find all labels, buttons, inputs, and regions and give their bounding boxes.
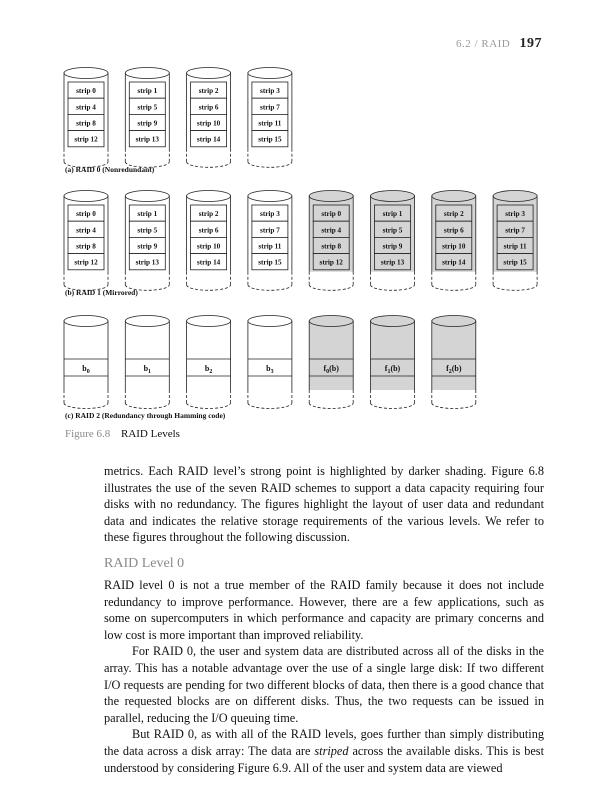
disk-label-subscript: 2 [448, 369, 452, 375]
disk-top [371, 316, 415, 327]
strip-label: strip 15 [503, 258, 527, 267]
disk-top [125, 316, 169, 327]
disk-body-fill [64, 321, 108, 390]
raid0-disk-3 [248, 68, 292, 168]
strip-label: strip 10 [442, 242, 466, 251]
disk-dash-bottom [371, 285, 415, 291]
strip-label: strip 15 [258, 258, 282, 267]
strip-label: strip 5 [137, 226, 158, 235]
raid1-disk-2 [187, 191, 231, 291]
strip-label: strip 1 [137, 210, 158, 219]
disk-dash-bottom [187, 403, 231, 409]
strip-label: strip 8 [321, 242, 342, 251]
disk-label-suffix: (b) [451, 364, 462, 373]
disk-dash-bottom [309, 285, 353, 291]
strip-label: strip 3 [260, 87, 280, 96]
disk-body-fill [371, 321, 415, 390]
strip-label: strip 3 [505, 210, 525, 219]
disk-top [309, 191, 353, 202]
raid2-check-disk-1 [371, 316, 415, 409]
raid1-disk-4 [309, 191, 353, 291]
disk-top [187, 68, 231, 79]
disk-dash-bottom [125, 403, 169, 409]
disk-body-fill [187, 321, 231, 390]
disk-dash-bottom [248, 285, 292, 291]
strip-label: strip 6 [443, 226, 464, 235]
strip-label: strip 2 [443, 210, 464, 219]
paragraph-4 [104, 726, 544, 776]
disk-top [493, 191, 537, 202]
body-paragraph-1 [104, 463, 544, 546]
strip-label: strip 13 [135, 258, 159, 267]
strip-label: strip 12 [319, 258, 343, 267]
strip-label: strip 12 [74, 258, 98, 267]
paragraph-4-start: But RAID 0, as with all of the RAID levels, goes further than simply distributing the data across a disk array: The data are [104, 727, 544, 758]
disk-label-base: b [143, 364, 149, 373]
disk-label-base: f [384, 364, 388, 373]
disk-dash-bottom [432, 285, 476, 291]
strip-label: strip 12 [74, 135, 98, 144]
paragraph-4-italic: striped [314, 743, 349, 758]
strip-label: strip 1 [382, 210, 403, 219]
strip-label: strip 11 [258, 119, 282, 128]
disk-label-base: b [82, 364, 87, 373]
disk-label-base: b [266, 364, 271, 373]
disk-dash-bottom [248, 162, 292, 168]
raid2-check-disk-0 [309, 316, 353, 409]
disk-top [432, 191, 476, 202]
page-number: 197 [519, 36, 542, 51]
paragraph-2: RAID level 0 is not a true member of the RAID family because it does not include redundancy to improve performance. However, there are a few applications, such as some on supercomputers in which performance and capacity are primary concerns and low cost is more important than improved reliability. [104, 578, 544, 642]
disk-label-subscript: 1 [148, 369, 152, 375]
strip-label: strip 11 [503, 242, 527, 251]
strip-label: strip 15 [258, 135, 282, 144]
strip-label: strip 4 [76, 226, 96, 235]
strip-label: strip 0 [321, 210, 342, 219]
strip-label: strip 7 [260, 103, 280, 112]
strip-label: strip 11 [258, 242, 282, 251]
disk-label-suffix: (b) [390, 364, 401, 373]
strip-label: strip 2 [198, 210, 219, 219]
strip-label: strip 7 [260, 226, 280, 235]
figure-caption [65, 428, 180, 440]
disk-label-subscript: 1 [387, 369, 391, 375]
disk-top [64, 316, 108, 327]
paragraph-1: metrics. Each RAID level’s strong point is highlighted by darker shading. Figure 6.8 illustrates the use of the seven RAID schemes to support a data capacity requiring four disks with no redundancy. The figures highlight the layout of user data and redundant data and indicates the relative storage requirements of the various levels. We refer to these figures throughout the following discussion. [104, 464, 544, 545]
strip-label: strip 6 [198, 103, 219, 112]
strip-label: strip 8 [76, 242, 96, 251]
strip-label: strip 14 [196, 258, 221, 267]
section-heading: RAID Level 0 [104, 556, 185, 571]
disk-top [187, 191, 231, 202]
raid0-disk-0 [64, 68, 108, 168]
disk-top [371, 191, 415, 202]
strip-label: strip 9 [137, 119, 158, 128]
disk-body-fill [309, 321, 353, 390]
strip-label: strip 8 [76, 119, 96, 128]
strip-label: strip 6 [198, 226, 219, 235]
raid1-caption: (b) RAID 1 (Mirrored) [65, 288, 138, 297]
strip-label: strip 14 [196, 135, 221, 144]
strip-label: strip 0 [76, 87, 96, 96]
disk-dash-bottom [493, 285, 537, 290]
paragraph-3: For RAID 0, the user and system data are distributed across all of the disks in the array. This has a notable advantage over the use of a single large disk: If two different I/O requests are pending for two different blocks of data, then there is a good chance that the requested blocks are on different disks. Thus, the two requests can be issued in parallel, reducing the I/O queuing time. [104, 644, 544, 725]
strip-label: strip 9 [137, 242, 158, 251]
disk-top [64, 191, 108, 202]
strip-label: strip 4 [321, 226, 342, 235]
disk-top [248, 68, 292, 79]
disk-body-fill [248, 321, 292, 390]
disk-label-subscript: 0 [326, 369, 330, 375]
raid1-disk-6 [432, 191, 476, 291]
strip-label: strip 1 [137, 87, 158, 96]
raid1-disk-0 [64, 191, 108, 291]
running-title: 6.2 / RAID [456, 38, 511, 50]
disk-label-base: f [446, 364, 449, 373]
disk-dash-bottom [248, 403, 292, 409]
strip-label: strip 5 [137, 103, 158, 112]
disk-dash-bottom [187, 285, 231, 291]
disk-dash-bottom [309, 403, 353, 409]
disk-label-base: f [323, 364, 327, 373]
disk-label-subscript: 2 [209, 369, 213, 375]
disk-dash-bottom [432, 403, 476, 409]
raid0-caption: (a) RAID 0 (Nonredundant) [65, 165, 155, 174]
disk-top [187, 316, 231, 327]
raid2-caption: (c) RAID 2 (Redundancy through Hamming code) [65, 411, 226, 420]
raid2-data-disk-3 [248, 316, 292, 409]
raid0-disk-2 [187, 68, 231, 168]
disk-top [248, 191, 292, 202]
disk-dash-bottom [371, 403, 415, 409]
disk-label-subscript: 3 [270, 369, 274, 375]
disk-dash-bottom [187, 162, 231, 168]
raid1-disk-5 [371, 191, 415, 291]
raid1-disk-7 [493, 191, 537, 291]
strip-label: strip 0 [76, 210, 96, 219]
disk-label-subscript: 0 [86, 369, 90, 375]
strip-label: strip 13 [380, 258, 405, 267]
strip-label: strip 10 [196, 119, 221, 128]
disk-top [309, 316, 353, 327]
raid2-data-disk-1 [125, 316, 169, 409]
strip-label: strip 2 [198, 87, 219, 96]
disk-top [432, 316, 476, 327]
disk-top [248, 316, 292, 327]
disk-top [125, 68, 169, 79]
strip-label: strip 10 [196, 242, 221, 251]
raid1-disk-3 [248, 191, 292, 291]
raid2-check-disk-2 [432, 316, 476, 409]
raid2-data-disk-2 [187, 316, 231, 409]
raid1-disk-1 [125, 191, 169, 291]
paragraph-4-end: across the available disks. This is best understood by considering Figure 6.9. All of the user and system data are viewed [104, 743, 544, 775]
disk-label-suffix: (b) [329, 364, 339, 373]
strip-label: strip 9 [382, 242, 403, 251]
disk-body-fill [125, 321, 169, 390]
strip-label: strip 13 [135, 135, 159, 144]
strip-label: strip 5 [382, 226, 403, 235]
strip-label: strip 4 [76, 103, 96, 112]
strip-label: strip 3 [260, 210, 280, 219]
strip-label: strip 7 [505, 226, 525, 235]
disk-dash-bottom [64, 403, 108, 409]
body-section-raid0 [104, 577, 544, 776]
disk-top [125, 191, 169, 202]
strip-label: strip 14 [442, 258, 466, 267]
figure-number: Figure 6.8 [65, 428, 111, 440]
figure-title: RAID Levels [120, 428, 180, 440]
raid2-data-disk-0 [64, 316, 108, 409]
disk-body-fill [432, 321, 476, 390]
raid0-disk-1 [125, 68, 169, 168]
disk-top [64, 68, 108, 79]
disk-label-base: b [204, 364, 210, 373]
